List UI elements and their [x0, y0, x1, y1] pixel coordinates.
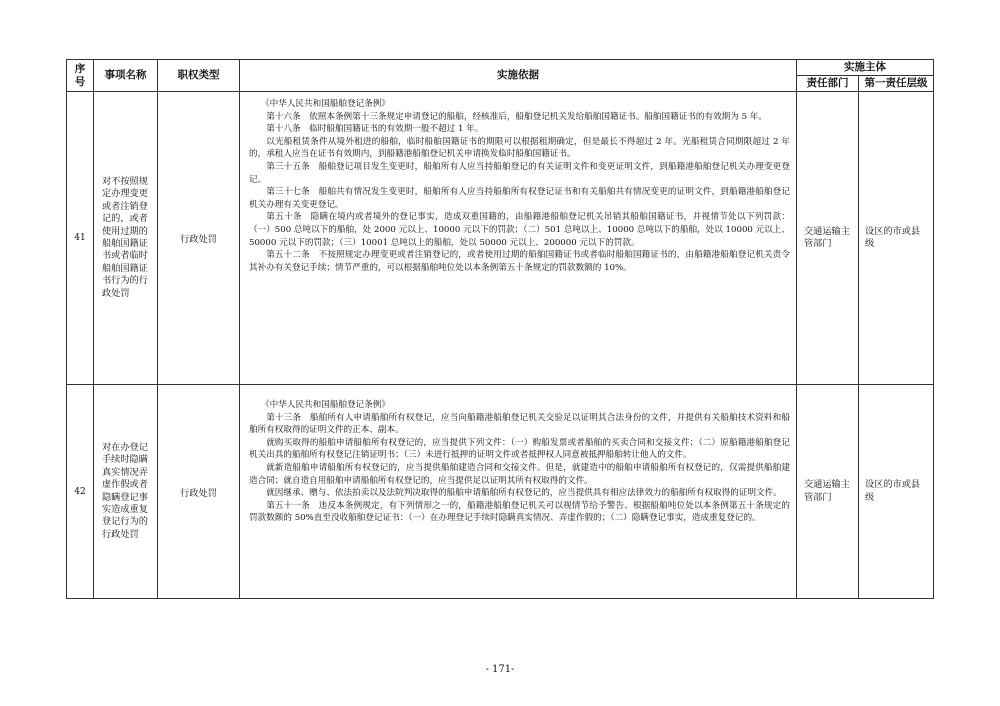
responsible-dept-cell — [797, 92, 859, 385]
item-name: 对不按照规定办理变更或者注销登记的，或者使用过期的船舶国籍证书或者临时船舶国籍证书行为的行政处罚 — [102, 175, 148, 299]
table-row — [67, 385, 934, 599]
header-dept: 责任部门 — [797, 76, 859, 92]
basis-paragraph: 第五十条 隐瞒在境内或者境外的登记事实，造成双重国籍的，由船籍港船舶登记机关吊销其船舶国籍证书，并视情节处以下列罚款：（一）500 总吨以下的船舶，处 2000 元以上、10000 元以下的罚款；（二）501 总吨以上、10000 总吨以下的船舶，处以 10000 元以上、50000 元以下的罚款；（三）10001 总吨以上的船舶，处以 50000 元以上、200000 元以下的罚款。 — [249, 212, 790, 248]
responsible-dept: 交通运输主管部门 — [804, 225, 850, 249]
power-type: 行政处罚 — [158, 92, 240, 385]
basis-paragraph: 第五十一条 违反本条例规定，有下列情形之一的，船籍港船舶登记机关可以视情节给予警告、根据船舶吨位处以本条例第五十条规定的罚款数额的 50%直至没收船舶登记证书：（一）在办理登记手续时隐瞒真实情况、弄虚作假的；（二）隐瞒登记事实，造成重复登记的。 — [249, 500, 790, 524]
header-seq — [67, 60, 94, 92]
item-name-cell — [94, 385, 158, 599]
page-number: - 171- — [485, 664, 515, 675]
responsibility-level: 设区的市或县级 — [865, 479, 921, 503]
header-row-top — [67, 60, 934, 76]
basis-paragraph: 第十六条 依照本条例第十三条规定申请登记的船舶，经核准后，船舶登记机关发给船舶国籍证书。船舶国籍证书的有效期为 5 年。 — [266, 111, 767, 122]
power-list-table — [66, 59, 934, 599]
power-type: 行政处罚 — [158, 385, 240, 599]
responsibility-level-cell — [859, 385, 934, 599]
header-basis: 实施依据 — [240, 60, 797, 92]
responsibility-level-cell — [859, 92, 934, 385]
header-type: 职权类型 — [158, 60, 240, 92]
basis-paragraph: 就购买取得的船舶申请船舶所有权登记的，应当提供下列文件：（一）购船发票或者船舶的买卖合同和交接文件；（二）原船籍港船舶登记机关出具的船舶所有权登记注销证明书；（三）未进行抵押的证明文件或者抵押权人同意被抵押船舶转让他人的文件。 — [249, 437, 790, 461]
header-name: 事项名称 — [94, 60, 158, 92]
row-number: 41 — [67, 92, 94, 385]
basis-paragraph: 第五十二条 不按照规定办理变更或者注销登记的，或者使用过期的船舶国籍证书或者临时船舶国籍证书的，由船籍港船舶登记机关责令其补办有关登记手续；情节严重的，可以根据船舶吨位处以本条例第五十条规定的罚款数额的 10%。 — [249, 250, 790, 273]
table-row — [67, 92, 934, 385]
legal-basis-cell — [240, 92, 797, 385]
basis-paragraph: 第三十七条 船舶共有情况发生变更时，船舶所有人应当持船舶所有权登记证书和有关船舶共有情况变更的证明文件，到船籍港船舶登记机关办理有关变更登记。 — [249, 187, 790, 210]
basis-paragraph: 就因继承、赠与、依法拍卖以及法院判决取得的船舶申请船舶所有权登记的，应当提供具有相应法律效力的船舶所有权取得的证明文件。 — [266, 488, 782, 499]
item-name: 对在办登记手续时隐瞒真实情况弄虚作假或者隐瞒登记事实造成重复登记行为的行政处罚 — [102, 441, 148, 540]
responsible-dept: 交通运输主管部门 — [804, 479, 850, 503]
header-level: 第一责任层级 — [859, 76, 934, 92]
law-title: 《中华人民共和国船舶登记条例》 — [261, 400, 390, 410]
item-name-cell — [94, 92, 158, 385]
responsibility-level: 设区的市或县级 — [865, 225, 921, 249]
basis-paragraph: 第十三条 船舶所有人申请船舶所有权登记，应当向船籍港船舶登记机关交验足以证明其合法身份的文件，并提供有关船舶技术资料和船舶所有权取得的证明文件的正本、副本。 — [249, 412, 790, 436]
basis-paragraph: 以光船租赁条件从境外租进的船舶，临时船舶国籍证书的期限可以根据租期确定，但是最长不得超过 2 年。光船租赁合同期限超过 2 年的，承租人应当在证书有效期内，到船籍港船舶登记机关申请换发临时船舶国籍证书。 — [249, 136, 790, 160]
basis-paragraph: 就新造船舶申请船舶所有权登记的，应当提供船舶建造合同和交接文件。但是，就建造中的船舶申请船舶所有权登记的，仅需提供船舶建造合同；就自造自用船舶申请船舶所有权登记的，应当提供足以证明其所有权取得的文件。 — [249, 462, 790, 486]
basis-paragraph: 第三十五条 船舶登记项目发生变更时，船舶所有人应当持船舶登记的有关证明文件和变更证明文件，到船籍港船舶登记机关办理变更登记。 — [249, 161, 790, 185]
header-subject: 实施主体 — [797, 60, 934, 76]
legal-basis-cell — [240, 385, 797, 599]
responsible-dept-cell — [797, 385, 859, 599]
row-number: 42 — [67, 385, 94, 599]
header-seq-label: 序号 — [74, 62, 86, 88]
basis-paragraph: 第十八条 临时船舶国籍证书的有效期一般不超过 1 年。 — [266, 124, 484, 135]
law-title: 《中华人民共和国船舶登记条例》 — [261, 99, 390, 109]
